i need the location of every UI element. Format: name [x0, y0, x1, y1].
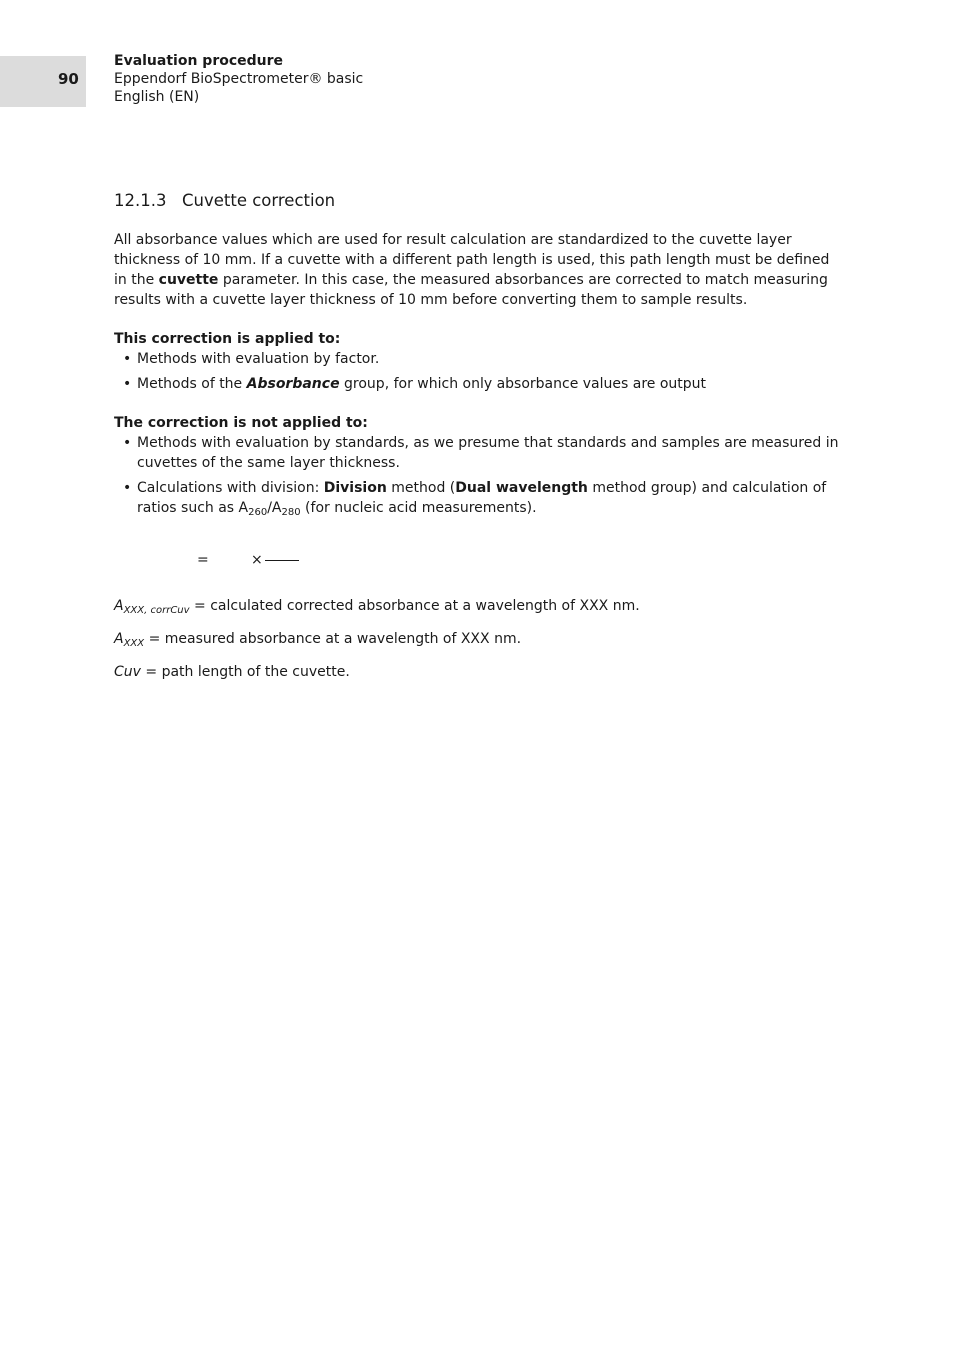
symbol: A — [114, 631, 124, 647]
product-name: Eppendorf BioSpectrometer® basic — [114, 71, 364, 87]
list-item-text: method group) and calculation of ratios such as A — [137, 480, 827, 516]
section-title: Cuvette correction — [182, 191, 336, 210]
language-label: English (EN) — [114, 89, 200, 105]
definition-text: = calculated corrected absorbance at a wavelength of XXX nm. — [189, 598, 640, 614]
definition-cuvette — [114, 662, 844, 682]
fraction-line — [265, 560, 299, 561]
correction-formula — [114, 540, 844, 578]
running-header — [114, 52, 363, 106]
list-item-bold: Dual wavelength — [455, 480, 588, 496]
subscript: 280 — [281, 507, 301, 518]
symbol-subscript: XXX — [123, 638, 145, 649]
symbol: A — [114, 598, 124, 614]
applied-list-title: This correction is applied to: — [114, 331, 341, 347]
list-item-text: /A — [267, 500, 282, 516]
symbol: Cuv — [114, 664, 141, 680]
times-sign: × — [251, 552, 263, 568]
section-number: 12.1.3 — [114, 191, 167, 210]
chapter-title: Evaluation procedure — [114, 53, 284, 69]
intro-text: All absorbance values which are used for result calculation are standardized to the cuvette layer thickness of 10 mm. If a cuvette with a different path length is used, this path length must be defined in the — [114, 232, 830, 288]
not-applied-list-title: The correction is not applied to: — [114, 415, 368, 431]
list-item-text: group, for which only absorbance values are output — [339, 376, 707, 392]
definition-corrected-absorbance — [114, 596, 844, 616]
not-applied-list — [114, 433, 844, 518]
main-content — [114, 230, 844, 695]
list-item: • Methods with evaluation by standards, as we presume that standards and samples are measured in cuvettes of the same layer thickness. — [114, 433, 844, 473]
definition-measured-absorbance — [114, 629, 844, 649]
list-item-text: (for nucleic acid measurements). — [300, 500, 537, 516]
list-item — [114, 374, 844, 394]
applied-list — [114, 349, 844, 394]
symbol-subscript: XXX, corrCuv — [123, 605, 190, 616]
list-item-text: Methods of the — [137, 376, 247, 392]
section-heading — [114, 191, 335, 210]
list-item-text: Calculations with division: — [137, 480, 324, 496]
list-item — [114, 478, 844, 518]
definition-text: = measured absorbance at a wavelength of XXX nm. — [144, 631, 522, 647]
list-item: • Methods with evaluation by factor. — [114, 349, 844, 369]
intro-keyword: cuvette — [158, 272, 219, 288]
equals-sign: = — [197, 552, 209, 568]
page-number: 90 — [58, 70, 79, 88]
intro-paragraph — [114, 230, 844, 310]
list-item-emphasis: Absorbance — [246, 376, 340, 392]
intro-text-cont: parameter. In this case, the measured absorbances are corrected to match measuring results with a cuvette layer thickness of 10 mm before converting them to sample results. — [114, 272, 828, 308]
definition-text: = path length of the cuvette. — [140, 664, 350, 680]
list-item-bold: Division — [323, 480, 387, 496]
subscript: 260 — [248, 507, 268, 518]
list-item-text: method ( — [386, 480, 456, 496]
